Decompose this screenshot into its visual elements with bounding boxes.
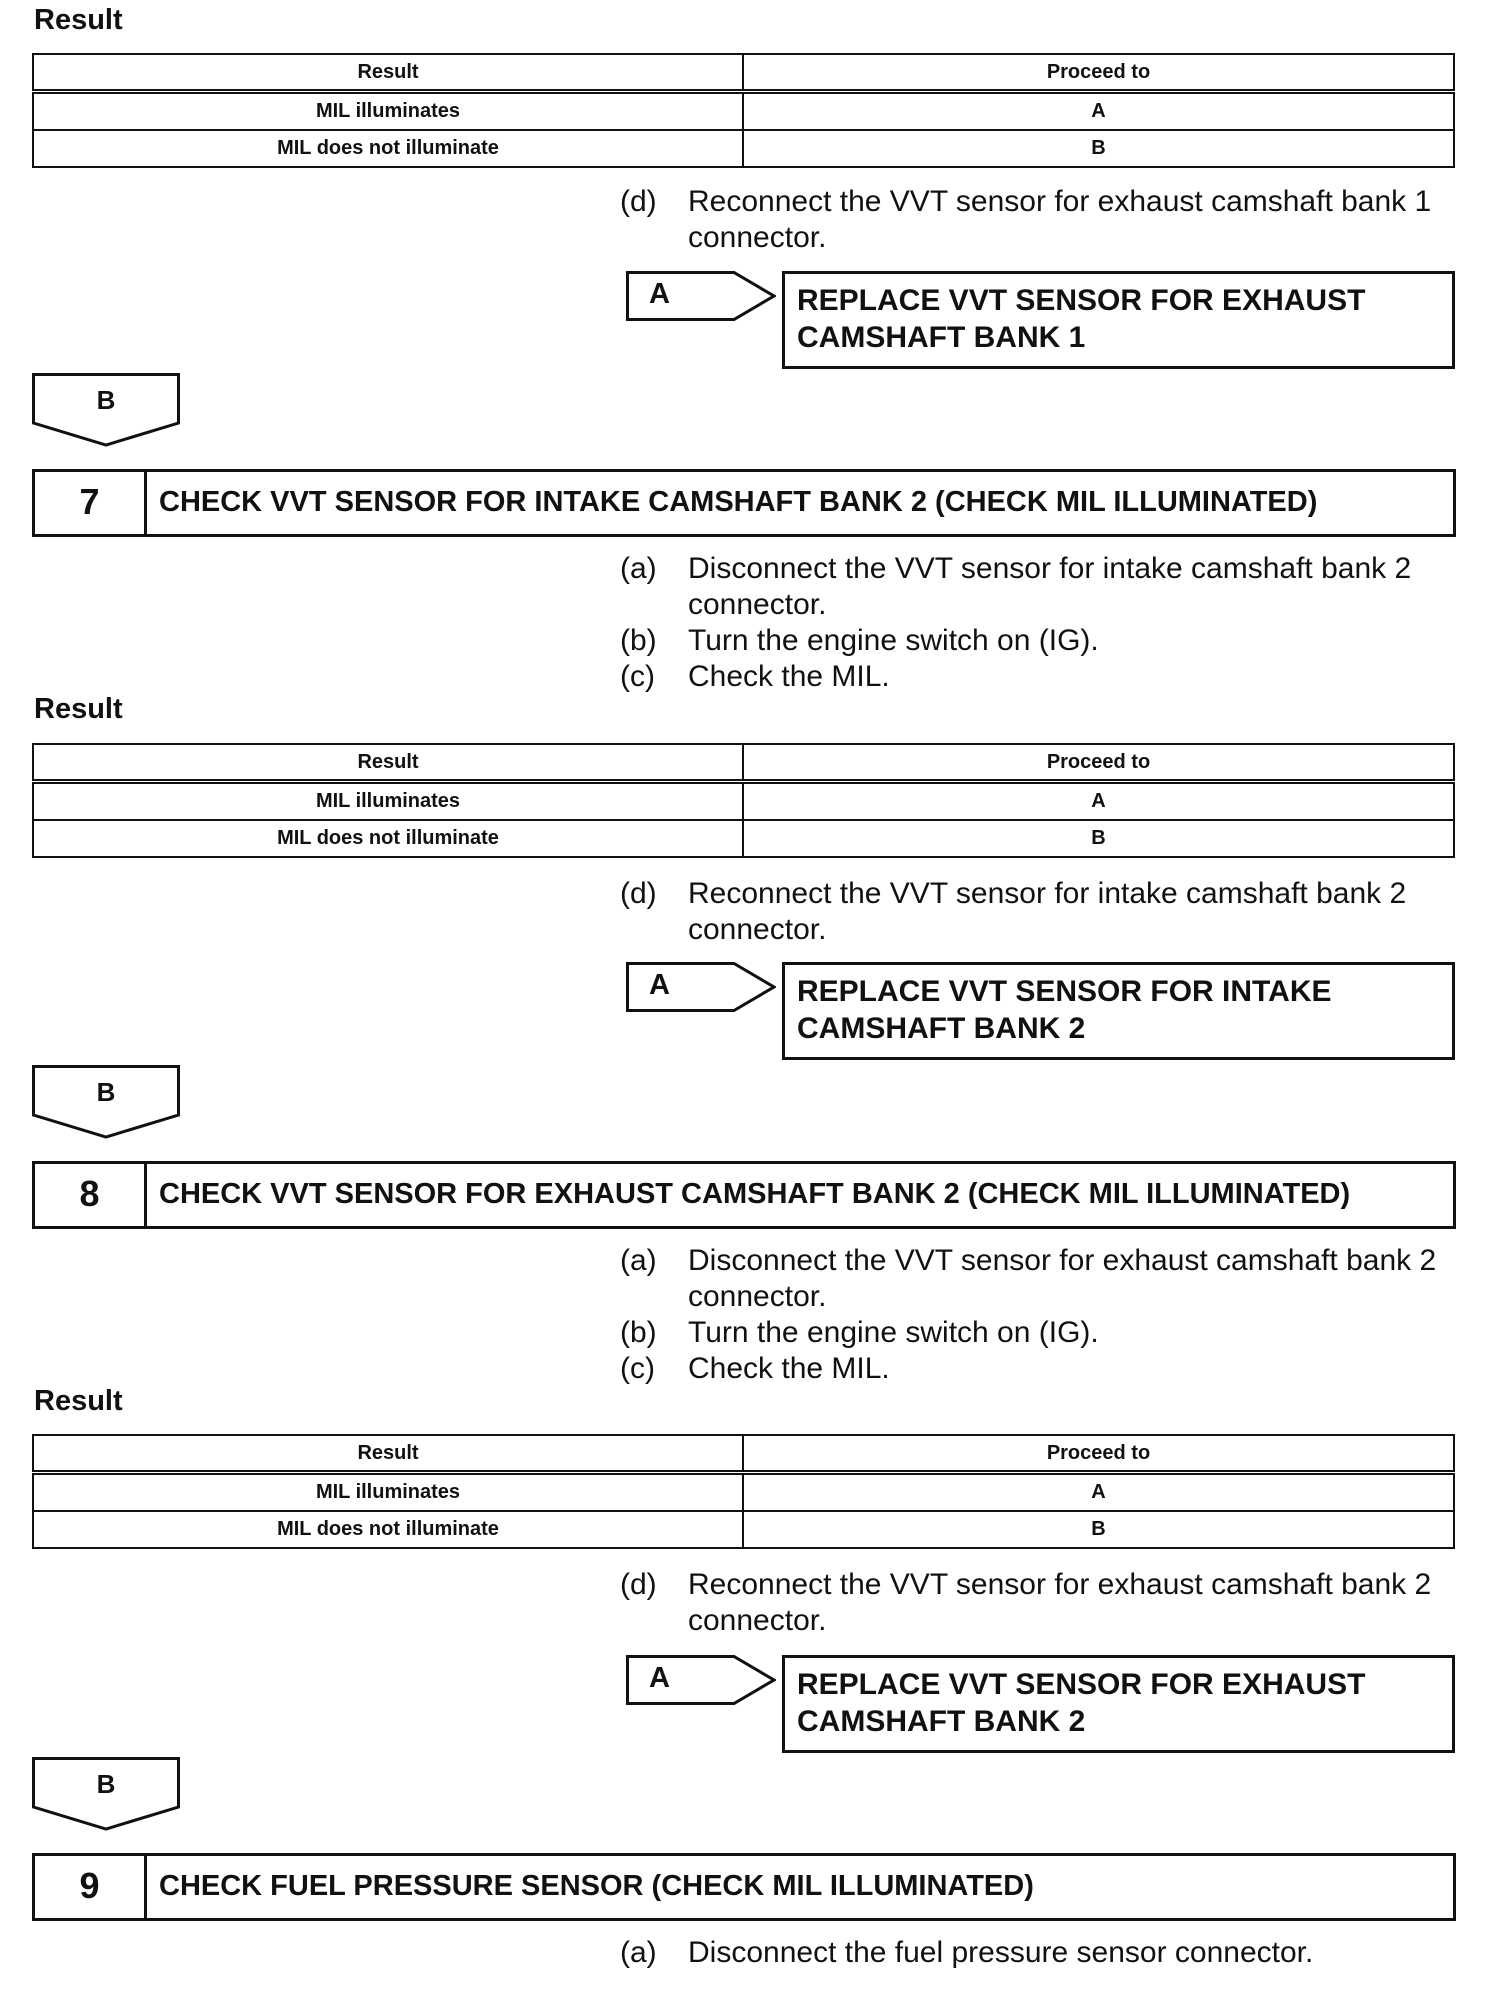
step-title: CHECK FUEL PRESSURE SENSOR (CHECK MIL ILLUMINATED) [159,1870,1034,1902]
step-text: Disconnect the VVT sensor for intake camshaft bank 2 connector. [688,552,1412,621]
step-text: Reconnect the VVT sensor for exhaust camshaft bank 2 connector. [688,1568,1432,1637]
table-header-row [33,1435,1454,1473]
table-row [33,1511,1454,1548]
replace-target-box[interactable]: REPLACE VVT SENSOR FOR EXHAUST CAMSHAFT BANK 1 [782,271,1455,369]
arrow-right-icon [700,1655,776,1705]
table-header-cell: Proceed to [743,744,1454,782]
result-table [32,743,1455,858]
replace-target-box[interactable]: REPLACE VVT SENSOR FOR EXHAUST CAMSHAFT BANK 2 [782,1655,1455,1753]
step-text: Check the MIL. [688,1352,890,1385]
table-cell: B [743,1511,1454,1548]
arrow-right-icon [700,962,776,1012]
step-letter: (c) [620,660,655,693]
result-table [32,53,1455,168]
step-text: Disconnect the VVT sensor for exhaust camshaft bank 2 connector. [688,1244,1437,1313]
result-heading: Result [34,4,123,36]
step-header [32,1161,1456,1229]
step-header [32,1853,1456,1921]
table-cell: B [743,820,1454,857]
table-header-cell: Result [33,54,743,92]
table-header-cell: Proceed to [743,1435,1454,1473]
result-b-marker [32,1065,180,1139]
table-row [33,130,1454,167]
table-header-cell: Result [33,1435,743,1473]
replace-target-box[interactable]: REPLACE VVT SENSOR FOR INTAKE CAMSHAFT BANK 2 [782,962,1455,1060]
step-text: Reconnect the VVT sensor for intake camshaft bank 2 connector. [688,877,1407,946]
table-header-row [33,54,1454,92]
result-a-label: A [626,1655,708,1705]
step-text: Turn the engine switch on (IG). [688,624,1099,657]
arrow-right-icon [700,271,776,321]
step-letter: (a) [620,552,657,585]
step-title: CHECK VVT SENSOR FOR EXHAUST CAMSHAFT BANK 2 (CHECK MIL ILLUMINATED) [159,1178,1351,1210]
table-cell: MIL illuminates [33,92,743,131]
table-header-cell: Proceed to [743,54,1454,92]
table-cell: MIL illuminates [33,782,743,821]
result-a-label: A [626,271,708,321]
step-letter: (b) [620,1316,657,1349]
step-letter: (a) [620,1936,657,1969]
result-b-label: B [96,385,116,415]
step-letter: (a) [620,1244,657,1277]
table-cell: A [743,1473,1454,1512]
step-text: Turn the engine switch on (IG). [688,1316,1099,1349]
table-cell: MIL does not illuminate [33,130,743,167]
step-letter: (b) [620,624,657,657]
step-letter: (d) [620,1568,657,1601]
table-cell: A [743,782,1454,821]
table-row [33,92,1454,131]
table-row [33,1473,1454,1512]
table-cell: B [743,130,1454,167]
result-heading: Result [34,1385,123,1417]
result-b-marker [32,373,180,447]
step-text: Reconnect the VVT sensor for exhaust camshaft bank 1 connector. [688,185,1432,254]
step-letter: (d) [620,185,657,218]
step-number: 7 [35,472,147,534]
step-number: 8 [35,1164,147,1226]
table-header-cell: Result [33,744,743,782]
step-text: Check the MIL. [688,660,890,693]
table-row [33,820,1454,857]
result-b-marker [32,1757,180,1831]
step-text: Disconnect the fuel pressure sensor connector. [688,1936,1314,1969]
step-header [32,469,1456,537]
result-b-label: B [96,1077,116,1107]
table-cell: MIL illuminates [33,1473,743,1512]
table-cell: MIL does not illuminate [33,820,743,857]
result-a-label: A [626,962,708,1012]
result-table [32,1434,1455,1549]
table-cell: MIL does not illuminate [33,1511,743,1548]
result-heading: Result [34,693,123,725]
step-letter: (c) [620,1352,655,1385]
result-b-label: B [96,1769,116,1799]
table-row [33,782,1454,821]
step-title: CHECK VVT SENSOR FOR INTAKE CAMSHAFT BANK 2 (CHECK MIL ILLUMINATED) [159,486,1318,518]
table-cell: A [743,92,1454,131]
step-number: 9 [35,1856,147,1918]
table-header-row [33,744,1454,782]
step-letter: (d) [620,877,657,910]
